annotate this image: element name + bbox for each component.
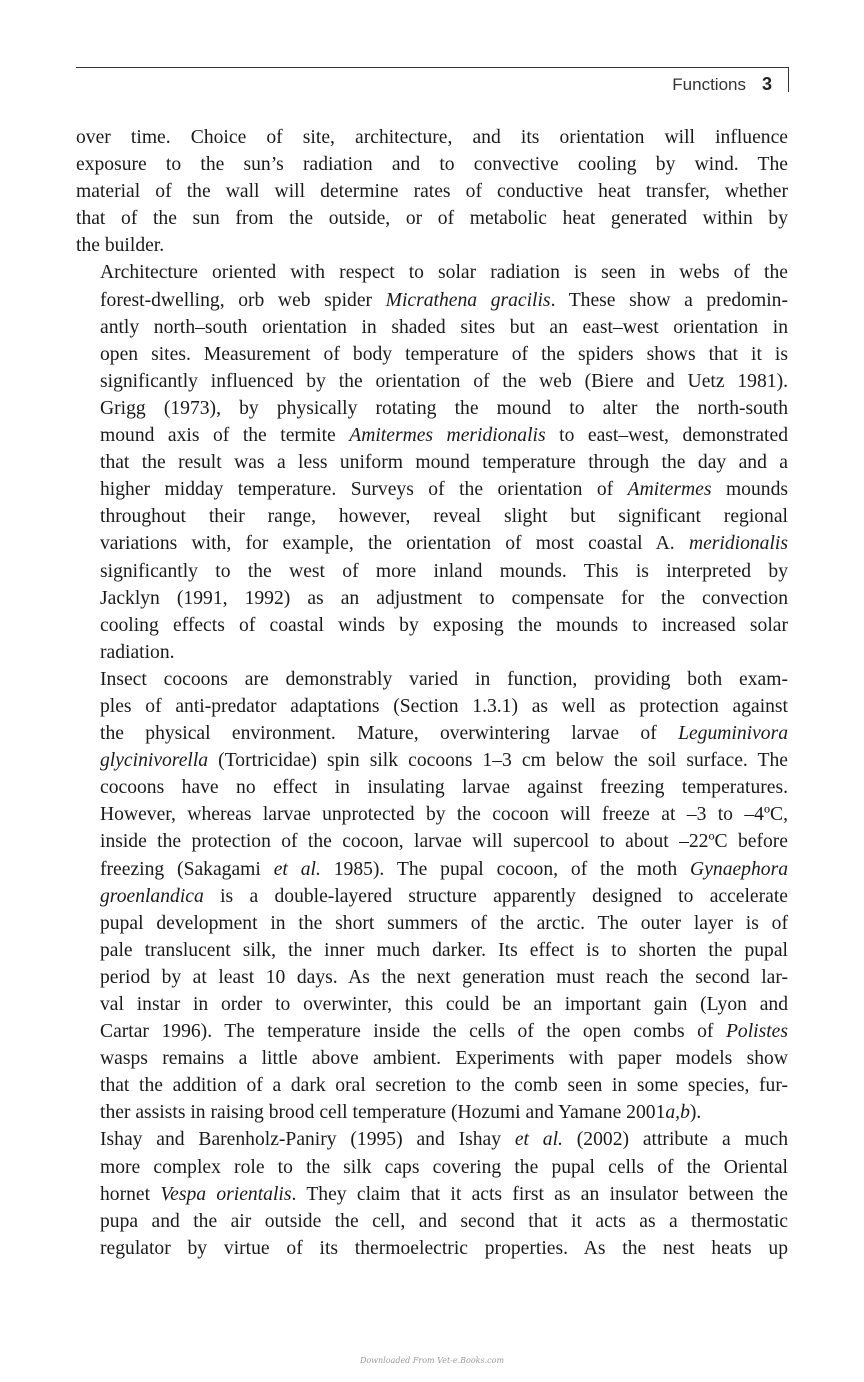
text-line: significantly influenced by the orientation of the web (Biere and Uetz 1981).: [100, 370, 788, 392]
text-line: that the result was a less uniform mound temperature through the day and a: [100, 452, 788, 474]
text-line: wasps remains a little above ambient. Experiments with paper models show: [100, 1048, 788, 1070]
text-line: Jacklyn (1991, 1992) as an adjustment to compensate for the convection: [100, 587, 788, 609]
text-line: over time. Choice of site, architecture, and its orientation will influence: [76, 127, 788, 148]
text-line: hornet Vespa orientalis. They claim that it acts first as an insulator between the: [100, 1183, 788, 1205]
paragraph: [76, 666, 788, 1127]
text-line: val instar in order to overwinter, this could be an important gain (Lyon and: [100, 994, 788, 1015]
text-line: forest-dwelling, orb web spider Micrathena gracilis. These show a predomin-: [100, 289, 788, 311]
text-line: the physical environment. Mature, overwintering larvae of Leguminivora: [100, 723, 788, 745]
paragraph: [76, 124, 788, 259]
text-line: throughout their range, however, reveal slight but significant regional: [100, 506, 788, 528]
text-line: exposure to the sun’s radiation and to convective cooling by wind. The: [76, 154, 788, 176]
text-line: Architecture oriented with respect to solar radiation is seen in webs of the: [100, 262, 788, 284]
header-tick: [788, 67, 789, 92]
text-line: Insect cocoons are demonstrably varied in function, providing both exam-: [100, 668, 788, 690]
text-line: pupal development in the short summers of the arctic. The outer layer is of: [100, 912, 788, 934]
text-line: that of the sun from the outside, or of metabolic heat generated within by: [76, 208, 788, 230]
text-line: antly north–south orientation in shaded sites but an east–west orientation in: [100, 316, 788, 338]
text-line: Ishay and Barenholz-Paniry (1995) and Ishay et al. (2002) attribute a much: [100, 1129, 788, 1151]
text-line: Cartar 1996). The temperature inside the cells of the open combs of Polistes: [100, 1021, 788, 1043]
text-line: pupa and the air outside the cell, and second that it acts as a thermostatic: [100, 1210, 788, 1232]
text-line: cooling effects of coastal winds by exposing the mounds to increased solar: [100, 614, 788, 636]
text-line: higher midday temperature. Surveys of the orientation of Amitermes mounds: [100, 479, 788, 501]
text-line: ther assists in raising brood cell temperature (Hozumi and Yamane 2001a,b).: [100, 1102, 702, 1124]
text-line: groenlandica is a double-layered structure apparently designed to accelerate: [100, 885, 788, 907]
text-line: Grigg (1973), by physically rotating the mound to alter the north-south: [100, 397, 788, 419]
text-line: pale translucent silk, the inner much darker. Its effect is to shorten the pupal: [100, 939, 788, 961]
text-line: However, whereas larvae unprotected by the cocoon will freeze at –3 to –4ºC,: [100, 804, 788, 826]
running-head: [672, 74, 772, 95]
text-line: material of the wall will determine rates of conductive heat transfer, whether: [76, 181, 788, 203]
text-line: the builder.: [76, 235, 165, 257]
page-number: 3: [761, 74, 772, 94]
paragraph: [76, 1126, 788, 1261]
download-watermark: Downloaded From Vet-e.Books.com: [359, 1356, 505, 1365]
text-line: inside the protection of the cocoon, larvae will supercool to about –22ºC before: [100, 831, 788, 853]
text-line: significantly to the west of more inland mounds. This is interpreted by: [100, 560, 788, 582]
body-text: [76, 124, 788, 1262]
text-line: open sites. Measurement of body temperature of the spiders shows that it is: [100, 343, 788, 365]
text-line: regulator by virtue of its thermoelectric properties. As the nest heats up: [100, 1237, 788, 1259]
text-line: variations with, for example, the orientation of most coastal A. meridionalis: [100, 533, 788, 555]
text-line: radiation.: [100, 641, 175, 663]
text-line: more complex role to the silk caps covering the pupal cells of the Oriental: [100, 1156, 788, 1178]
text-line: ples of anti-predator adaptations (Section 1.3.1) as well as protection against: [100, 695, 788, 717]
paragraph: [76, 259, 788, 665]
text-line: period by at least 10 days. As the next generation must reach the second lar-: [100, 966, 788, 988]
text-line: freezing (Sakagami et al. 1985). The pupal cocoon, of the moth Gynaephora: [100, 858, 788, 880]
text-line: mound axis of the termite Amitermes meridionalis to east–west, demonstrated: [100, 425, 788, 447]
header-rule: [76, 67, 789, 68]
text-line: that the addition of a dark oral secretion to the comb seen in some species, fur-: [100, 1075, 788, 1097]
section-title: Functions: [672, 75, 746, 94]
text-line: cocoons have no effect in insulating larvae against freezing temperatures.: [100, 777, 788, 799]
text-line: glycinivorella (Tortricidae) spin silk cocoons 1–3 cm below the soil surface. The: [100, 750, 788, 772]
